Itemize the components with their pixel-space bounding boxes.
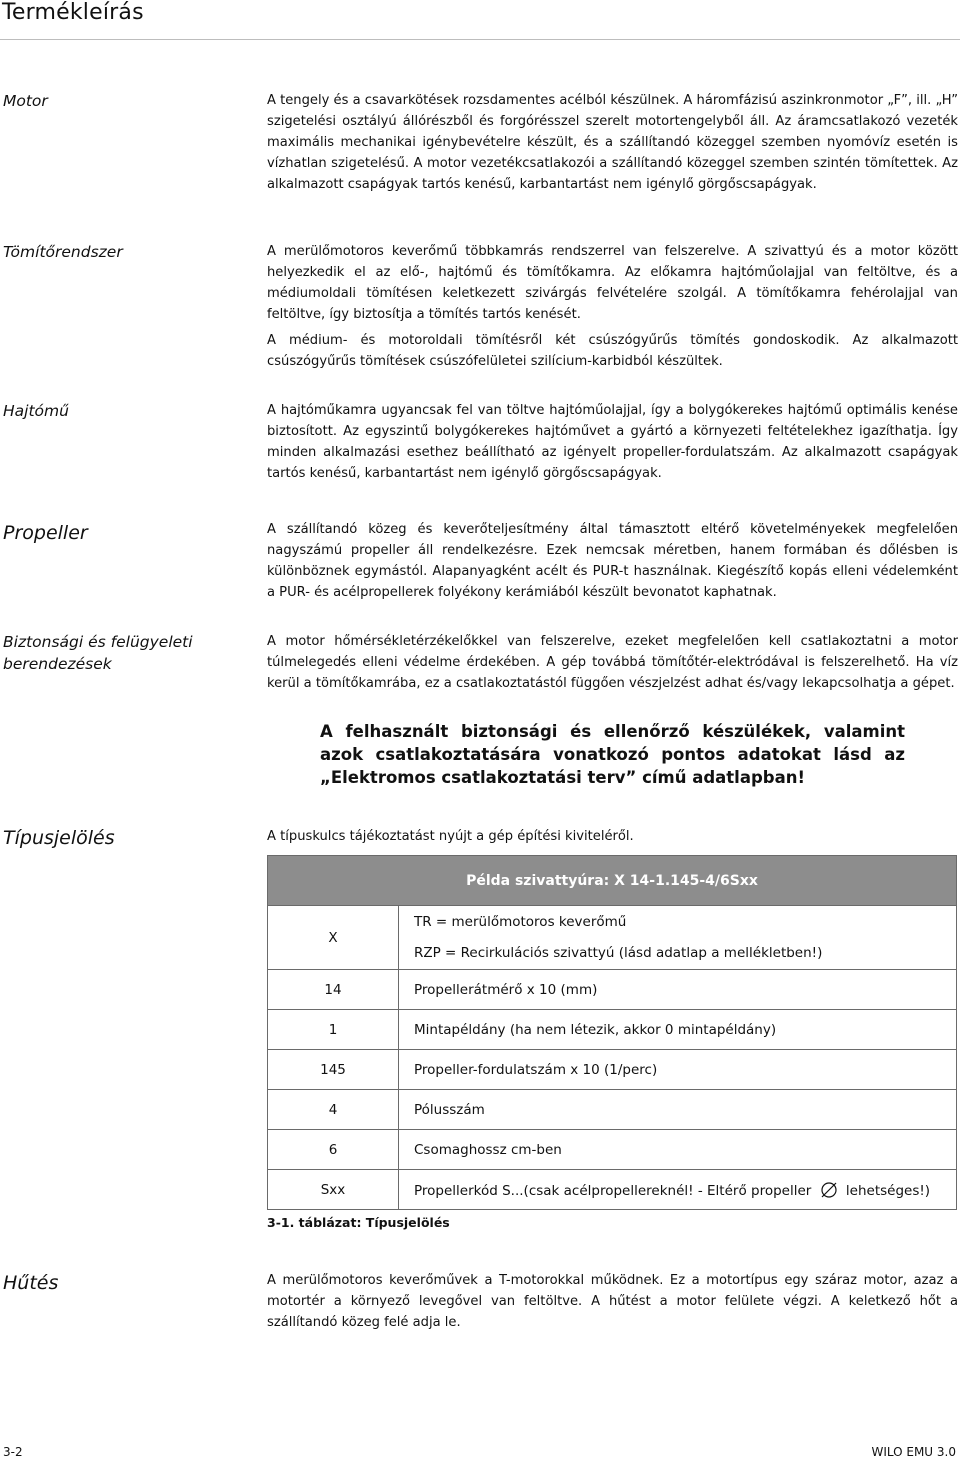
table-cell-desc: Pólusszám: [399, 1090, 957, 1130]
table-cell-desc: [399, 1170, 957, 1210]
section-label-safety-line2: berendezések: [3, 655, 112, 673]
section-label-type: Típusjelölés: [3, 827, 115, 849]
table-desc-before: Propellerkód S...(csak acélpropellereknél! - Eltérő propeller: [414, 1182, 812, 1199]
propeller-text: A szállítandó közeg és keverőteljesítmény által támasztott eltérő követelményekek megfelelően nagyszámú propeller áll rendelkezésre. Ezek nemcsak méretben, hanem formában és dőlésben is különböznek egymástól. Alapanyagként acélt és PUR-t használnak. Kiegészítő kopás elleni védelemként a PUR- és acélpropellerek folyékony kerámiából készült bevonatot kaphatnak.: [267, 522, 958, 600]
section-label-safety-line1: Biztonsági és felügyeleti: [3, 633, 193, 651]
gear-text: A hajtóműkamra ugyancsak fel van töltve hajtóműolajjal, így a bolygókerekes hajtómű optimális kenése biztosított. Az egyszintű bolygókerekes hajtóművet a gyártó a környezeti feltételekhez igazíthatja. Így minden alkalmazási esethez beállítható az igényelt propeller-fordulatszám. Az alkalmazott csapágyak tartós kenésű, karbantartást nem igénylő görgőscsapágyak.: [267, 403, 958, 481]
section-label-cooling: Hűtés: [3, 1272, 59, 1294]
table-row: [268, 906, 957, 970]
table-row: [268, 1090, 957, 1130]
table-cell-code: 14: [268, 970, 399, 1010]
section-label-motor: Motor: [3, 92, 48, 110]
table-cell-desc: [399, 906, 957, 970]
section-label-gear: Hajtómű: [3, 402, 69, 420]
table-cell-desc: Mintapéldány (ha nem létezik, akkor 0 mintapéldány): [399, 1010, 957, 1050]
section-label-propeller: Propeller: [3, 522, 88, 544]
table-row: [268, 970, 957, 1010]
footer-page-number: 3-2: [3, 1445, 23, 1459]
table-header-row: [268, 856, 957, 906]
table-row: [268, 1170, 957, 1210]
table-caption: 3-1. táblázat: Típusjelölés: [267, 1215, 450, 1230]
table-cell-code: 1: [268, 1010, 399, 1050]
type-code-table: [267, 855, 957, 1210]
section-label-seal: Tömítőrendszer: [3, 243, 123, 261]
table-cell-desc: Csomaghossz cm-ben: [399, 1130, 957, 1170]
seal-text-2: A médium- és motoroldali tömítésről két csúszógyűrűs tömítés gondoskodik. Az alkalmazott csúszógyűrűs tömítések csúszófelületei szilícium-karbidból készültek.: [267, 333, 958, 369]
table-row: [268, 1130, 957, 1170]
table-desc-after: lehetséges!): [845, 1182, 931, 1199]
table-cell-code: Sxx: [268, 1170, 399, 1210]
table-cell-desc: Propeller-fordulatszám x 10 (1/perc): [399, 1050, 957, 1090]
safety-warning: A felhasznált biztonsági és ellenőrző készülékek, valamint azok csatlakoztatására vonatkozó pontos adatokat lásd az „Elektromos csatlakoztatási terv” című adatlapban!: [320, 722, 905, 787]
table-cell-desc: Propellerátmérő x 10 (mm): [399, 970, 957, 1010]
seal-text-1: A merülőmotoros keverőmű többkamrás rendszerrel van felszerelve. A szivattyú és a motor között helyezkedik el az elő-, hajtómű és tömítőkamra. Az előkamra hajtóműolajjal van feltöltve, és a médiumoldali tömítésen keletkezett szivárgás felvételére szolgál. A tömítőkamra fehérolajjal van feltöltve, így biztosítja a tömítés tartós kenését.: [267, 244, 958, 322]
table-cell-code: 4: [268, 1090, 399, 1130]
cooling-text: A merülőmotoros keverőművek a T-motorokkal működnek. Ez a motortípus egy száraz motor, azaz a motortér a környező levegővel van feltöltve. A hűtést a motor felülete végzi. A keletkező hőt a szállítandó közeg felé adja le.: [267, 1273, 958, 1330]
table-cell-code: X: [268, 906, 399, 970]
table-cell-code: 6: [268, 1130, 399, 1170]
page-title: Termékleírás: [2, 0, 144, 25]
section-label-safety: [3, 631, 193, 675]
table-cell-code: 145: [268, 1050, 399, 1090]
motor-text: A tengely és a csavarkötések rozsdamentes acélból készülnek. A háromfázisú aszinkronmotor „F”, ill. „H” szigetelési osztályú állórészből és forgórésszel szerelt motortengelyből áll. Az áramcsatlakozó vezeték maximális mechanikai igénybevételre készült, és a szállítandó közeggel szemben nyomóvíz esetén is vízhatlan szigetelésű. A motor vezetékcsatlakozói a szállítandó közeggel szemben szintén tömítettek. Az alkalmazott csapágyak tartós kenésű, karbantartást nem igénylő görgőscsapágyak.: [267, 93, 958, 192]
table-header: Példa szivattyúra: X 14-1.145-4/6Sxx: [268, 856, 957, 906]
table-row: [268, 1010, 957, 1050]
table-desc-line: TR = merülőmotoros keverőmű: [414, 914, 627, 930]
safety-text: A motor hőmérsékletérzékelőkkel van felszerelve, ezeket megfelelően kell csatlakoztatni a motor túlmelegedés elleni védelme érdekében. A gép továbbá tömítőtér-elektródával is felszerelhető. Ha víz kerül a tömítőkamrába, ez a csatlakoztatástól függően vészjelzést adhat és/vagy lekapcsolhatja a gépet.: [267, 634, 958, 691]
table-row: [268, 1050, 957, 1090]
table-desc-line: RZP = Recirkulációs szivattyú (lásd adatlap a mellékletben!): [414, 945, 823, 961]
type-intro: A típuskulcs tájékoztatást nyújt a gép építési kiviteléről.: [267, 829, 634, 844]
diameter-icon: [820, 1181, 838, 1199]
title-rule: [0, 39, 960, 40]
footer-doc-name: WILO EMU 3.0: [871, 1445, 956, 1459]
